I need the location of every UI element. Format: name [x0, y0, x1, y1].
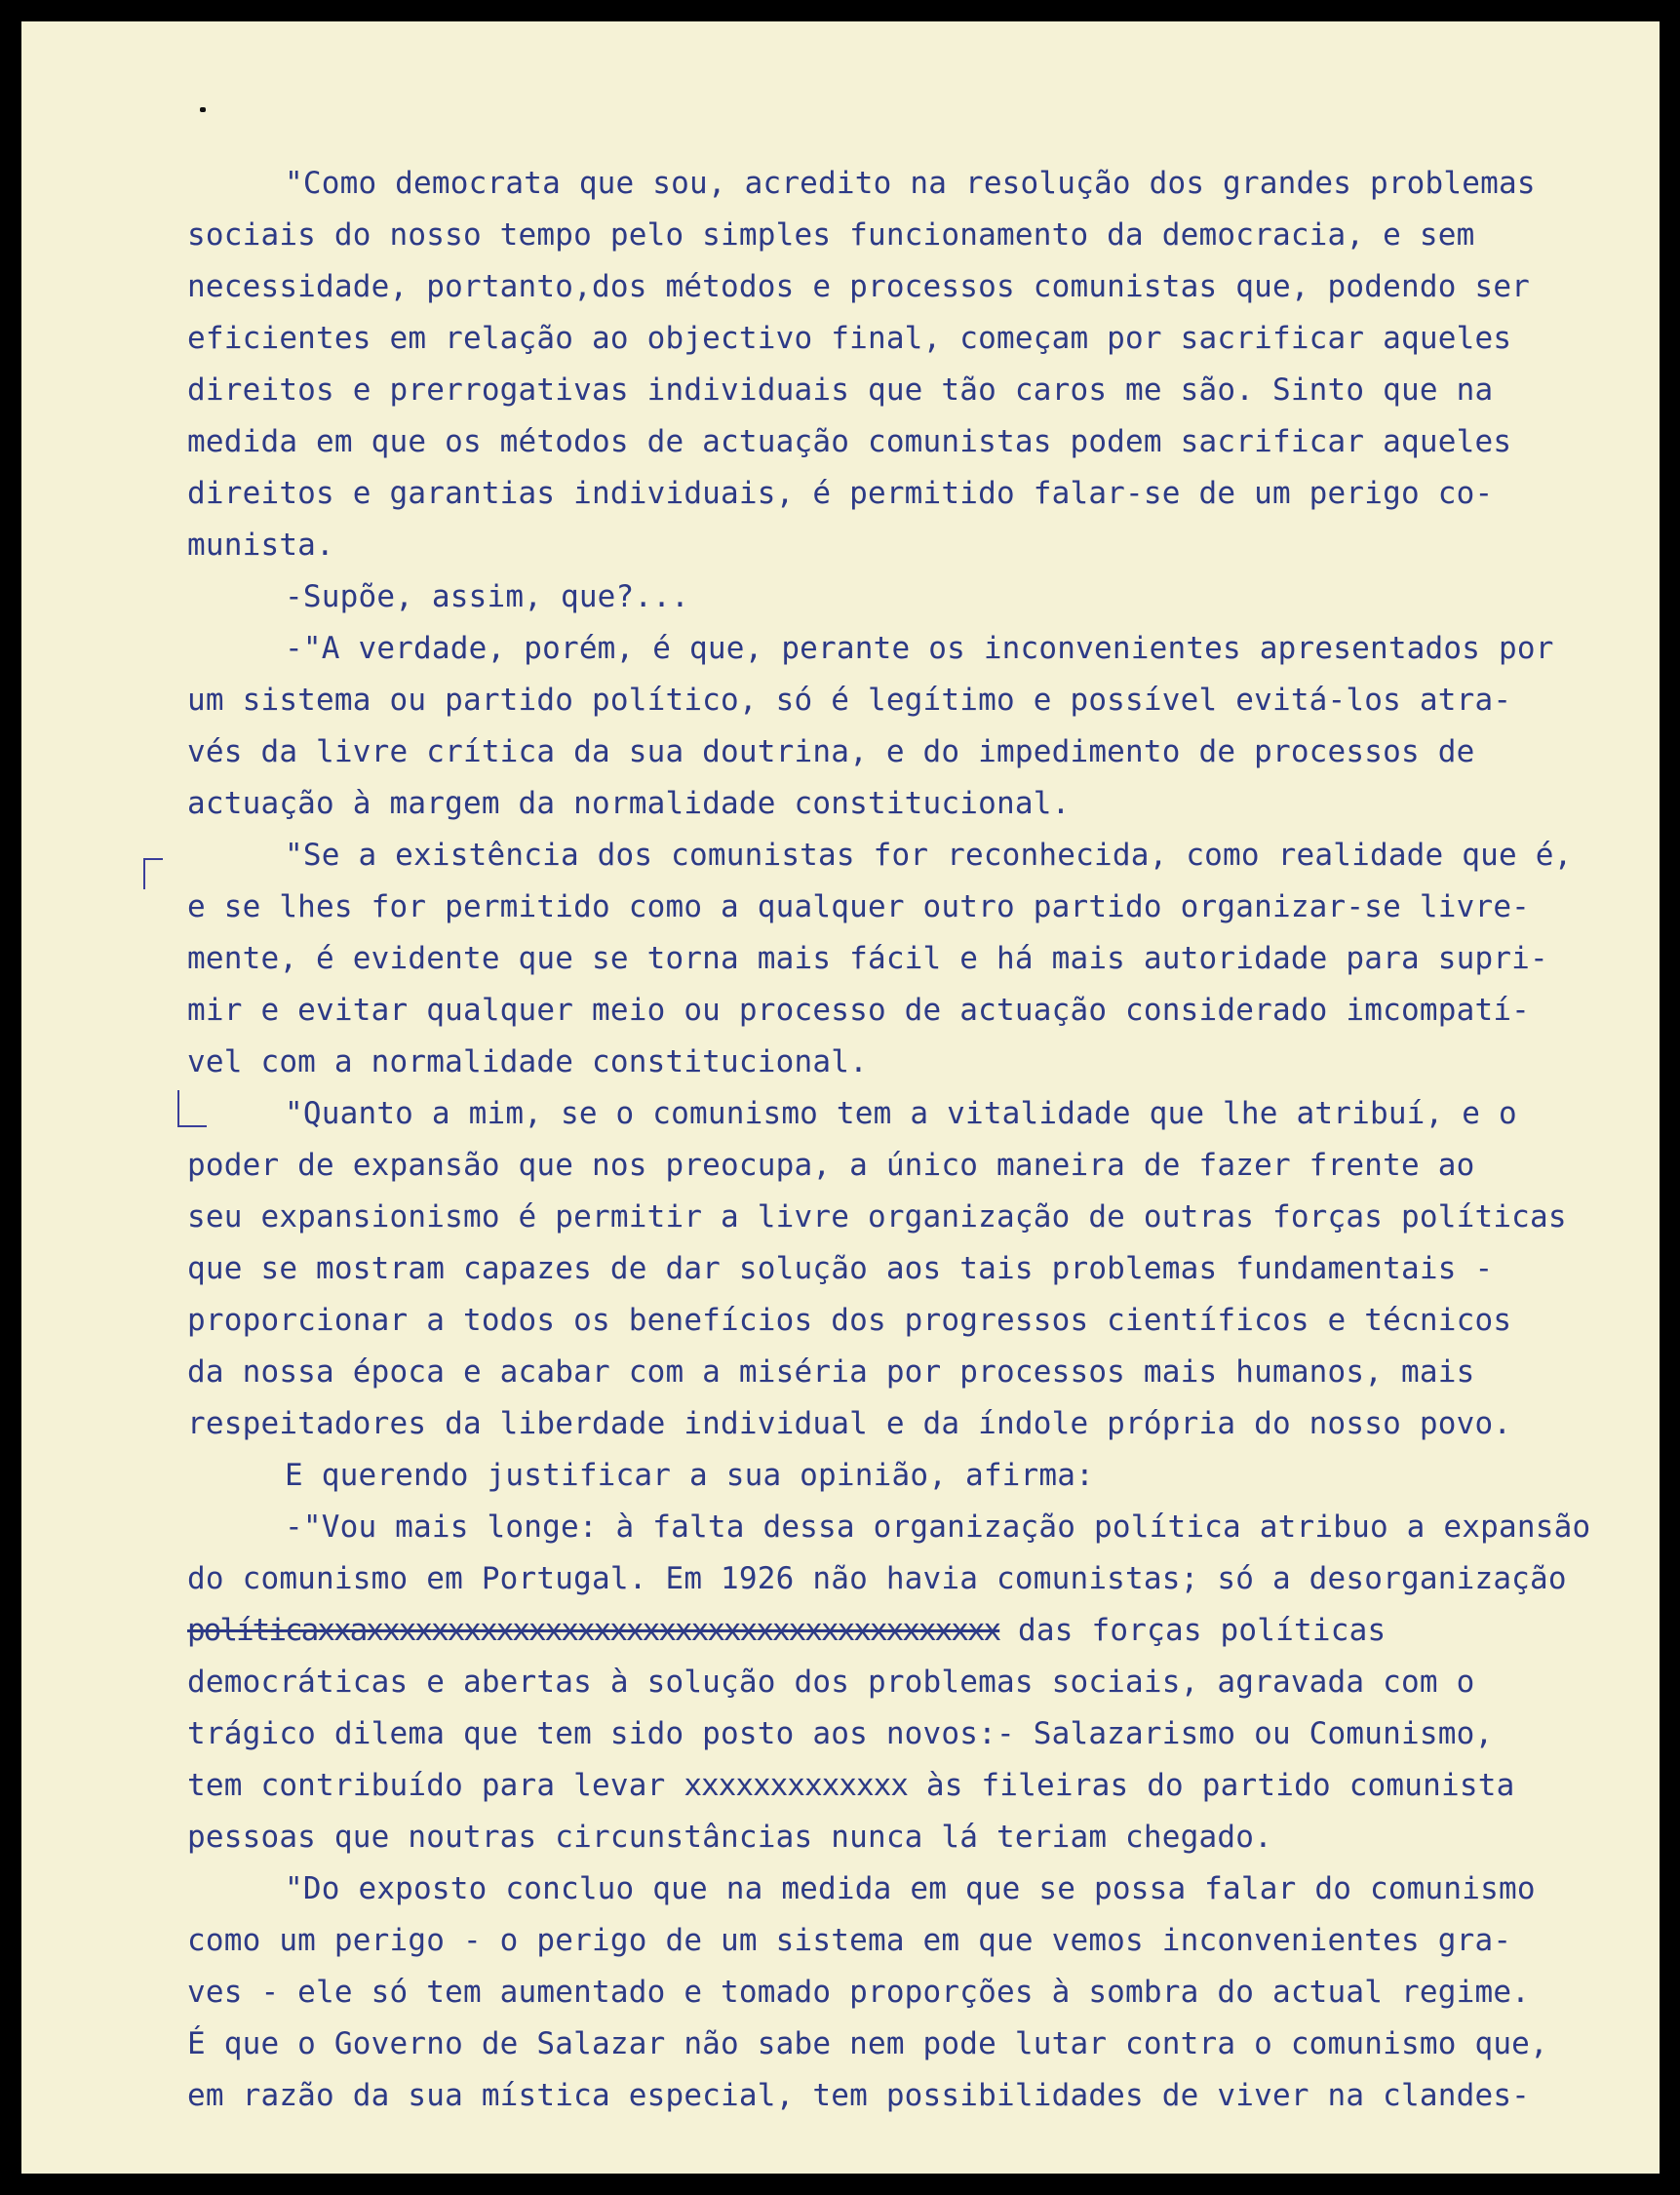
- text-line: da nossa época e acabar com a miséria por processos mais humanos, mais: [187, 1354, 1475, 1390]
- x-out-text: xxxxxxxxxxxxx: [684, 1768, 908, 1803]
- text-line: respeitadores da liberdade individual e da índole própria do nosso povo.: [187, 1406, 1512, 1441]
- struck-line: [187, 1605, 1621, 1657]
- text-line: mente, é evidente que se torna mais fácil e há mais autoridade para supri-: [187, 941, 1548, 976]
- text-block-bottom: [187, 1812, 1621, 2122]
- text-line: actuação à margem da normalidade constitucional.: [187, 786, 1071, 821]
- text-line: ves - ele só tem aumentado e tomado proporções à sombra do actual regime.: [187, 1975, 1531, 2010]
- text-line: trágico dilema que tem sido posto aos novos:- Salazarismo ou Comunismo,: [187, 1716, 1494, 1751]
- text-line: pessoas que noutras circunstâncias nunca lá teriam chegado.: [187, 1820, 1272, 1855]
- text-line: proporcionar a todos os benefícios dos progressos científicos e técnicos: [187, 1303, 1512, 1338]
- text-line: -"Vou mais longe: à falta dessa organização política atribuo a expansão: [285, 1509, 1591, 1545]
- text-line: seu expansionismo é permitir a livre organização de outras forças políticas: [187, 1199, 1567, 1235]
- text-line: munista.: [187, 528, 334, 563]
- text-line: vés da livre crítica da sua doutrina, e do impedimento de processos de: [187, 734, 1475, 769]
- margin-bracket-top: [143, 858, 163, 889]
- text-line: sociais do nosso tempo pelo simples funcionamento da democracia, e sem: [187, 217, 1475, 253]
- struck-out-text: políticaxxaxxxxxxxxxxxxxxxxxxxxxxxxxxxxxxxxxxxxxxx: [187, 1613, 1000, 1648]
- text-line: poder de expansão que nos preocupa, a único maneira de fazer frente ao: [187, 1148, 1475, 1183]
- text-line: como um perigo - o perigo de um sistema em que vemos inconvenientes gra-: [187, 1923, 1512, 1958]
- text-line: "Como democrata que sou, acredito na resolução dos grandes problemas: [285, 166, 1536, 201]
- text-line: direitos e prerrogativas individuais que tão caros me são. Sinto que na: [187, 372, 1494, 408]
- text-line: que se mostram capazes de dar solução aos tais problemas fundamentais -: [187, 1251, 1494, 1286]
- text-line: "Se a existência dos comunistas for reconhecida, como realidade que é,: [285, 838, 1573, 873]
- text-line: em razão da sua mística especial, tem possibilidades de viver na clandes-: [187, 2078, 1531, 2113]
- text-line: -Supõe, assim, que?...: [285, 579, 689, 614]
- text-line: necessidade, portanto,dos métodos e processos comunistas que, podendo ser: [187, 269, 1531, 304]
- text-line: direitos e garantias individuais, é permitido falar-se de um perigo co-: [187, 476, 1494, 511]
- text-line: medida em que os métodos de actuação comunistas podem sacrificar aqueles: [187, 424, 1512, 459]
- text-line: democráticas e abertas à solução dos problemas sociais, agravada com o: [187, 1665, 1475, 1700]
- text-line: -"A verdade, porém, é que, perante os inconvenientes apresentados por: [285, 631, 1554, 666]
- text-line: vel com a normalidade constitucional.: [187, 1044, 868, 1079]
- ink-speck: [200, 107, 206, 112]
- text-line: "Quanto a mim, se o comunismo tem a vitalidade que lhe atribuí, e o: [285, 1096, 1517, 1131]
- text-block-middle: [187, 1657, 1621, 1760]
- text-line: eficientes em relação ao objectivo final, começam por sacrificar aqueles: [187, 321, 1512, 356]
- line-remainder: das forças políticas: [999, 1613, 1387, 1648]
- line-start: tem contribuído para levar: [187, 1768, 684, 1803]
- typed-text-body: [187, 158, 1621, 2122]
- text-line: um sistema ou partido político, só é legítimo e possível evitá-los atra-: [187, 683, 1512, 718]
- text-line: É que o Governo de Salazar não sabe nem pode lutar contra o comunismo que,: [187, 2026, 1548, 2061]
- text-line: E querendo justificar a sua opinião, afirma:: [285, 1458, 1094, 1493]
- text-line: mir e evitar qualquer meio ou processo de actuação considerado imcompatí-: [187, 993, 1531, 1028]
- xout-line: [187, 1760, 1621, 1812]
- text-line: "Do exposto concluo que na medida em que se possa falar do comunismo: [285, 1871, 1536, 1906]
- text-line: do comunismo em Portugal. Em 1926 não havia comunistas; só a desorganização: [187, 1561, 1567, 1596]
- line-end: às fileiras do partido comunista: [907, 1768, 1515, 1803]
- text-line: e se lhes for permitido como a qualquer outro partido organizar-se livre-: [187, 889, 1531, 924]
- typewritten-page: [21, 21, 1660, 2174]
- text-block-top: [187, 158, 1621, 1605]
